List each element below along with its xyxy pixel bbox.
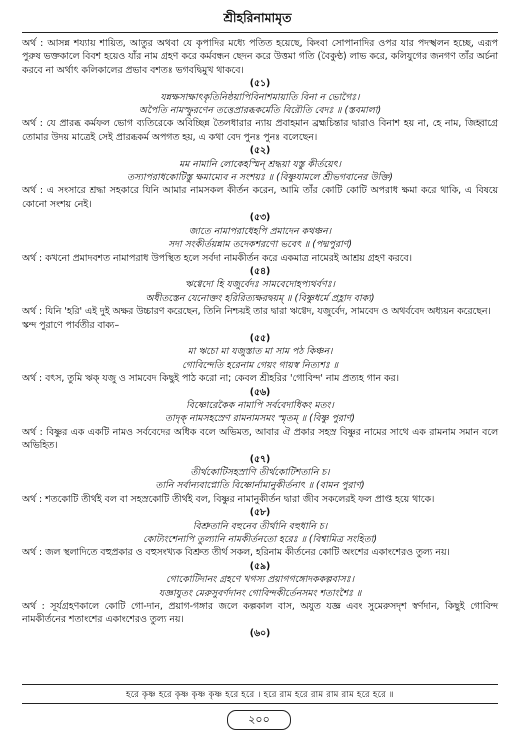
sloka-line: কোট্যংশেনাপি তুল্যানি নামকীর্তনতো হরেঃ ॥ (বিশ্বামিত্র সংহিতা) bbox=[143, 534, 377, 546]
sloka-line: তানি সর্বান্যবাপ্নোতি বিষ্ণোর্নামানুকীর্তনাৎ ॥ (বামন পুরাণ) bbox=[155, 480, 365, 492]
paragraph: অর্থ : বিষ্ণুর এক একটি নামও সর্ববেদের অধিক বলে অভিমত, আবার ঐ প্রকার সহস্র বিষ্ণুর নামের সাথে এক রামনাম সমান বলে অভিহিত। bbox=[22, 426, 498, 452]
sloka-line: অপৈতি নামস্ফুরণেন তত্তেপ্রারব্ধকর্মেতি বিরৌতি বেদঃ ॥ (স্তবমালা) bbox=[138, 105, 382, 117]
page-title: শ্রীহরিনামামৃত bbox=[223, 10, 292, 25]
sloka-line: তস্যাপরাধকোটিস্তু ক্ষমাম্যেব ন সংশয়ঃ ॥ (বিষ্ণুযামলে শ্রীভগবানের উক্তি) bbox=[127, 172, 393, 184]
verse-number: (৫৭) bbox=[249, 453, 271, 465]
sloka-line: তীর্থকোটিসহস্রাণি তীর্থকোটিশতানি চ। bbox=[190, 467, 330, 478]
sloka-line: অধীতস্তেন যেনোক্তং হরিরিত্যক্ষরদ্বয়ম্ ॥ (বিষ্ণুধর্মে প্রহ্লাদ বাক্য) bbox=[145, 292, 375, 304]
sloka-line: মা ঋচো মা যজুস্তাত মা সাম পঠ কিঞ্চন। bbox=[187, 346, 333, 358]
sloka-line: যজ্ঞাযুতং মেরুসুবর্ণদানং গোবিন্দকীর্তেনসমং শতাংশৈঃ ॥ bbox=[158, 587, 362, 599]
paragraph: অর্থ : যে প্রারব্ধ কর্মফল ভোগ ব্যতিরেকে অবিচ্ছিন্ন তৈলধারার ন্যায় প্রবাহমান ব্রহ্মচিন্তার দ্বারাও বিনাশ হয় না, হে নাম, জিহ্বাগ্রে তোমার উদয় মাত্রেই সেই প্রারব্ধকর্ম অপগত হয়, এ কথা বেদ পুনঃ পুনঃ বলেছেন। bbox=[22, 118, 498, 143]
sloka-line: তাদৃক্ নামসহস্রেণ রামনামসমং স্মৃতম্ ॥ (বিষ্ণু পুরাণ) bbox=[165, 413, 355, 425]
page-body bbox=[22, 37, 498, 640]
footer-rule bbox=[22, 703, 498, 704]
sloka-line: ঋগ্বেদো হি যজুর্বেদঃ সামবেদোহপ্যথর্বণঃ। bbox=[184, 279, 336, 291]
verse-number: (৬০) bbox=[249, 627, 271, 639]
paragraph: অর্থ : বৎস, তুমি ঋক্ যজু ও সামবেদ কিছুই পাঠ করো না; কেবল শ্রীহরির 'গোবিন্দ' নাম প্রত্যহ গান কর। bbox=[22, 373, 399, 385]
sloka-line: বিশ্রুতানি বহুনেব তীর্থানি বহুধানি চ। bbox=[192, 520, 328, 532]
verse-number: (৫৪) bbox=[249, 265, 271, 277]
verse-number: (৫৩) bbox=[249, 212, 271, 224]
paragraph: অর্থ : জল স্থলাদিতে বহুপ্রকার ও বহুসংখ্যক বিশ্রুত তীর্থ সকল, হরিনাম কীর্তনের কোটি অংশের একাংশেরও তুল্য নয়। bbox=[22, 547, 450, 559]
sloka-line: গোবিন্দেতি হরেনাম গেয়ং গায়স্ব নিত্যশঃ ॥ bbox=[181, 359, 338, 371]
footer-rule bbox=[22, 684, 498, 685]
page-number: ২০০ bbox=[227, 710, 291, 730]
sloka-line: সদা সংকীর্তয়ন্নাম তদেকশরণো ভবেৎ ॥ (পদ্মপুরাণ) bbox=[167, 239, 353, 251]
paragraph: অর্থ : যিনি 'হরি' এই দুই অক্ষর উচ্চারণ করেছেন, তিনি নিশ্চয়ই তার দ্বারা ঋগ্বেদ, যজুর্বেদ, সামবেদ ও অথর্ববেদ অধ্যয়ন করেছেন। bbox=[22, 306, 491, 318]
sloka-line: বিষ্ণোরেকৈক নামাপি সর্ববেদাধিকং মতং। bbox=[186, 399, 334, 411]
source-note: স্কন্দ পুরাণে পার্বতীর বাক্য– bbox=[22, 319, 120, 331]
paragraph: অর্থ : শতকোটি তীর্থই বল বা সহস্রকোটি তীর্থই বল, বিষ্ণুর নামানুকীর্তন দ্বারা জীব সকলেরই ফল প্রাপ্ত হয়ে থাকে। bbox=[22, 493, 435, 505]
paragraph: অর্থ : কখনো প্রমাদবশত নামাপরাধ উপস্থিত হলে সর্বদা নামকীর্তন করে একমাত্র নামেরই আশ্রয় গ্রহণ করবে। bbox=[22, 252, 412, 264]
sloka-line: যন্নক্ষসাক্ষাৎকৃতিনিষ্ঠয়াপিবিনাশমায়াতি বিনা ন ভোগৈঃ। bbox=[160, 91, 360, 103]
paragraph: অর্থ : আসন্ন শয্যায় শায়িত, আতুর অথবা যে কৃপাদির মধ্যে পতিত হয়েছে, কিংবা সোপানাদির ওপর যার পদস্খলন হচ্ছে, এরূপ পুরুষ ভক্তকালে বিবশ হয়েও যাঁর নাম গ্রহণ করে কর্মবন্ধন ছেদন করে উত্তমা গতি (বৈকুণ্ঠ) লাভ করে, কলিযুগের জনগণ তাঁর অর্চনা করবে না অর্থাৎ কলিকালের প্রভাব বশতঃ ভগবদ্বিমুখ থাকবে। bbox=[22, 38, 498, 76]
sloka-line: গোকোটিদানং গ্রহণে খগস্য প্রয়াগগঙ্গোদককল্পবাসঃ। bbox=[165, 574, 355, 586]
verse-number: (৫২) bbox=[249, 145, 271, 157]
verse-number: (৫৮) bbox=[249, 507, 271, 519]
header-rule bbox=[22, 32, 498, 33]
verse-number: (৫১) bbox=[249, 78, 271, 90]
verse-number: (৫৯) bbox=[249, 560, 271, 572]
verse-number: (৫৬) bbox=[249, 386, 271, 398]
paragraph: অর্থ : এ সংসারে শ্রদ্ধা সহকারে যিনি আমার নামসকল কীর্তন করেন, আমি তাঁর কোটি কোটি অপরাধ ক্ষমা করে থাকি, এ বিষয়ে কোনো সংশয় নেই। bbox=[22, 185, 498, 210]
sloka-line: মম নামানি লোকেহস্মিন্ শ্রদ্ধয়া যস্তু কীর্তয়েৎ। bbox=[178, 158, 341, 170]
sloka-line: জাতে নামাপরাধেহপি প্রমাদেন কথঞ্চন। bbox=[188, 225, 332, 237]
footer-mantra: হরে কৃষ্ণ হরে কৃষ্ণ কৃষ্ণ কৃষ্ণ হরে হরে । হরে রাম হরে রাম রাম রাম হরে হরে ॥ bbox=[125, 690, 394, 700]
verse-number: (৫৫) bbox=[249, 332, 271, 344]
paragraph: অর্থ : সূর্যগ্রহণকালে কোটি গো-দান, প্রয়াগ-গঙ্গার জলে কল্পকাল বাস, অযুত যজ্ঞ এবং সুমেরুসদৃশ স্বর্ণদান, কিছুই গোবিন্দ নামকীর্তনের শতাংশের একাংশেরও তুল্য নয়। bbox=[22, 601, 498, 626]
